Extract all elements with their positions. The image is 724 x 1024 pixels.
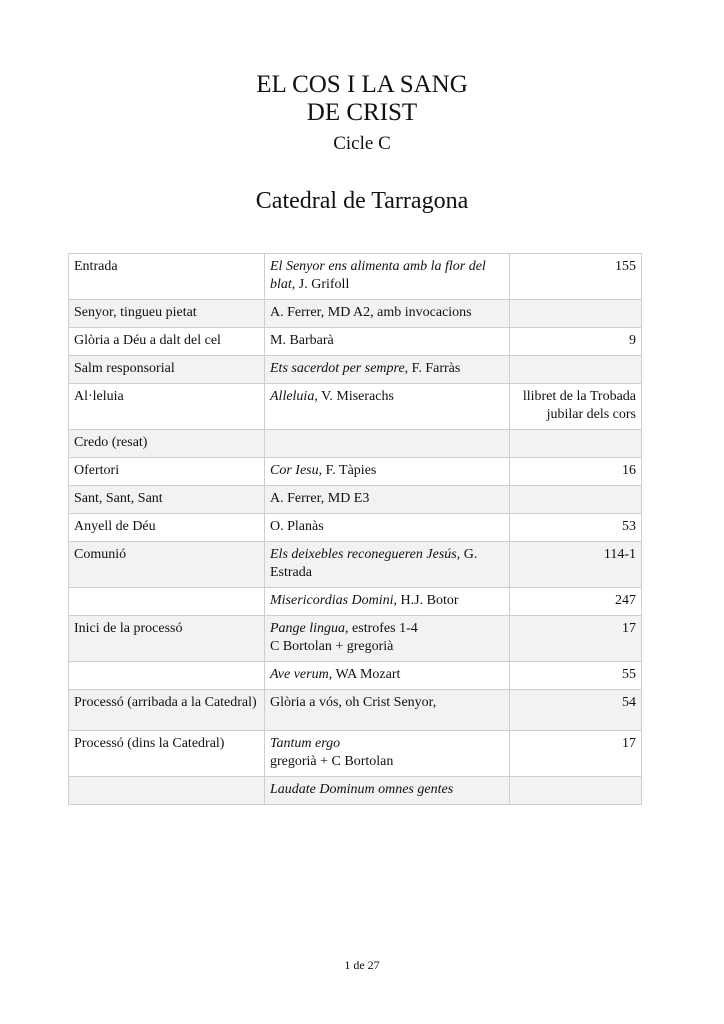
page-title-continued: DE CRIST: [306, 99, 418, 126]
table-row: [69, 254, 642, 300]
songbook-reference-cell: [510, 777, 642, 805]
table-row: [69, 542, 642, 588]
songbook-reference-cell: 55: [510, 662, 642, 690]
piece-arrangement: C Bortolan + gregorià: [270, 639, 394, 654]
songbook-reference-cell: [510, 356, 642, 384]
liturgy-part-cell: Processó (arribada a la Catedral): [69, 690, 265, 731]
table-row: [69, 328, 642, 356]
piece-composer: A. Ferrer, MD E3: [270, 491, 370, 506]
piece-cell: [265, 300, 510, 328]
songbook-reference-cell: 114-1: [510, 542, 642, 588]
songbook-reference-cell: [510, 430, 642, 458]
title-line-1: [0, 72, 724, 98]
piece-title: Ave verum: [270, 667, 329, 682]
table-row: [69, 384, 642, 430]
piece-title: El Senyor ens alimenta amb la flor del blat: [270, 259, 486, 292]
table-row: [69, 662, 642, 690]
songbook-reference-cell: 155: [510, 254, 642, 300]
piece-cell: [265, 430, 510, 458]
piece-title: Ets sacerdot per sempre: [270, 361, 405, 376]
table-row: [69, 690, 642, 731]
piece-arrangement: gregorià + C Bortolan: [270, 754, 394, 769]
piece-composer: , estrofes 1-4: [345, 621, 418, 636]
piece-title: Misericordias Domini: [270, 593, 394, 608]
liturgy-part-cell: Entrada: [69, 254, 265, 300]
table-row: [69, 514, 642, 542]
piece-cell: [265, 486, 510, 514]
page-indicator: 1 de 27: [344, 958, 380, 972]
liturgy-part-cell: Salm responsorial: [69, 356, 265, 384]
liturgy-part-cell: [69, 588, 265, 616]
liturgy-part-cell: Credo (resat): [69, 430, 265, 458]
table-row: [69, 430, 642, 458]
page-title: EL COS I LA SANG: [256, 71, 468, 98]
songbook-reference-cell: 54: [510, 690, 642, 731]
songbook-reference-cell: 17: [510, 616, 642, 662]
piece-composer: , J. Grifoll: [291, 277, 350, 292]
liturgy-part-cell: [69, 777, 265, 805]
piece-cell: [265, 777, 510, 805]
songbook-reference-cell: 16: [510, 458, 642, 486]
songbook-reference-cell: [510, 300, 642, 328]
liturgy-part-cell: Sant, Sant, Sant: [69, 486, 265, 514]
piece-cell: [265, 458, 510, 486]
liturgy-part-cell: Glòria a Déu a dalt del cel: [69, 328, 265, 356]
piece-composer: Glòria a vós, oh Crist Senyor,: [270, 695, 437, 710]
piece-title: Tantum ergo: [270, 736, 341, 751]
table-row: [69, 588, 642, 616]
liturgy-part-cell: Anyell de Déu: [69, 514, 265, 542]
liturgy-part-cell: Inici de la processó: [69, 616, 265, 662]
piece-composer: , F. Tàpies: [318, 463, 377, 478]
liturgy-part-cell: Ofertori: [69, 458, 265, 486]
piece-composer: O. Planàs: [270, 519, 324, 534]
table-row: [69, 486, 642, 514]
piece-cell: [265, 616, 510, 662]
piece-composer: , V. Miserachs: [314, 389, 394, 404]
piece-cell: [265, 254, 510, 300]
piece-title: Alleluia: [270, 389, 315, 404]
program-table-body: [69, 254, 642, 805]
table-row: [69, 458, 642, 486]
liturgy-part-cell: Comunió: [69, 542, 265, 588]
songbook-reference-cell: 53: [510, 514, 642, 542]
piece-cell: [265, 328, 510, 356]
piece-title: Els deixebles reconegueren Jesús: [270, 547, 457, 562]
liturgical-cycle: Cicle C: [333, 133, 391, 154]
piece-cell: [265, 662, 510, 690]
piece-cell: [265, 514, 510, 542]
songbook-reference-cell: [510, 486, 642, 514]
songbook-reference-cell: 9: [510, 328, 642, 356]
piece-title: Pange lingua: [270, 621, 346, 636]
piece-composer: , F. Farràs: [404, 361, 461, 376]
songbook-reference-cell: 247: [510, 588, 642, 616]
piece-composer: , WA Mozart: [328, 667, 401, 682]
liturgy-part-cell: Al·leluia: [69, 384, 265, 430]
table-row: [69, 616, 642, 662]
liturgy-part-cell: Processó (dins la Catedral): [69, 731, 265, 777]
songbook-reference-cell: 17: [510, 731, 642, 777]
piece-composer: M. Barbarà: [270, 333, 334, 348]
liturgy-part-cell: [69, 662, 265, 690]
piece-cell: [265, 588, 510, 616]
piece-cell: [265, 384, 510, 430]
liturgy-part-cell: Senyor, tingueu pietat: [69, 300, 265, 328]
venue-heading: Catedral de Tarragona: [255, 188, 469, 214]
table-row: [69, 777, 642, 805]
piece-composer: A. Ferrer, MD A2, amb invocacions: [270, 305, 472, 320]
piece-title: Cor Iesu: [270, 463, 319, 478]
piece-composer: , H.J. Botor: [393, 593, 459, 608]
piece-cell: [265, 731, 510, 777]
table-row: [69, 356, 642, 384]
songbook-reference-cell: llibret de la Trobada jubilar dels cors: [510, 384, 642, 430]
piece-title: Laudate Dominum omnes gentes: [270, 782, 454, 797]
piece-cell: [265, 542, 510, 588]
title-line-2: [0, 100, 724, 126]
piece-composer: , G. Estrada: [270, 547, 478, 580]
piece-cell: [265, 356, 510, 384]
table-row: [69, 300, 642, 328]
table-row: [69, 731, 642, 777]
piece-cell: [265, 690, 510, 731]
program-table: [68, 253, 642, 805]
